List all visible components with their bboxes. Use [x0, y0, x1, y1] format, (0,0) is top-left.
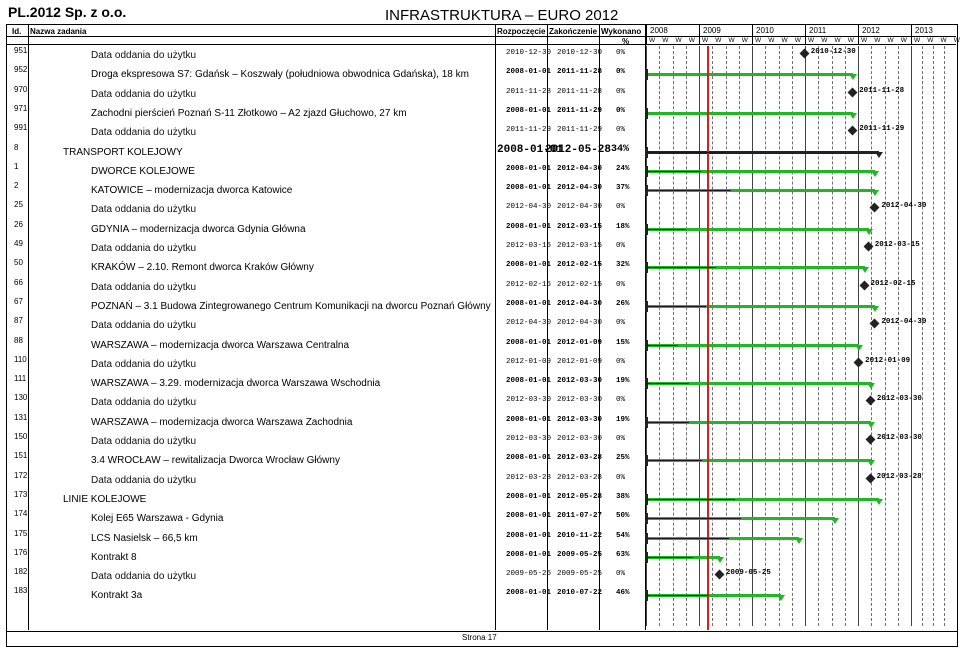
column-separator: [599, 24, 600, 630]
task-end: 2012-01-09: [557, 357, 603, 366]
task-id: 951: [14, 46, 28, 55]
week-label: W: [861, 37, 868, 44]
bar-start-cap: [645, 108, 648, 119]
task-id: 131: [14, 412, 28, 422]
task-start: 2008-01-01: [506, 550, 552, 559]
task-row: [0, 181, 960, 200]
milestone-label: 2011-11-29: [859, 125, 905, 134]
task-row: [0, 278, 960, 297]
year-separator: [646, 24, 647, 44]
week-label: W: [834, 37, 841, 44]
milestone-diamond: [863, 242, 873, 252]
task-id: 971: [14, 103, 28, 113]
task-start: 2012-01-09: [506, 357, 552, 366]
year-separator: [752, 24, 753, 44]
header-rule: [6, 44, 956, 45]
milestone-label: 2012-03-30: [876, 395, 922, 404]
task-start: 2009-05-25: [506, 570, 552, 579]
task-end: 2011-11-29: [557, 106, 603, 115]
task-row: [0, 471, 960, 490]
task-start: 2008-01-01: [506, 68, 552, 77]
task-name: LINIE KOLEJOWE: [63, 493, 147, 505]
progress-fill: [646, 152, 725, 153]
milestone-diamond: [848, 87, 858, 97]
task-row: [0, 548, 960, 567]
year-separator: [805, 24, 806, 44]
milestone-diamond: [848, 126, 858, 136]
task-done: 0%: [616, 49, 626, 57]
milestone-label: 2011-11-28: [859, 86, 905, 95]
milestone-label: 2012-03-15: [874, 241, 920, 249]
task-id: 111: [14, 374, 27, 384]
progress-fill: [646, 345, 678, 346]
task-id: 182: [14, 567, 28, 577]
year-separator: [858, 24, 859, 44]
task-row: [0, 162, 960, 181]
column-separator: [547, 24, 548, 630]
task-row: [0, 529, 960, 548]
task-start: 2008-01-01: [506, 338, 552, 347]
task-end: 2012-04-30: [557, 319, 603, 328]
task-end: 2010-07-22: [557, 589, 603, 598]
task-end: 2010-12-30: [557, 49, 603, 57]
week-label: W: [953, 37, 960, 44]
task-row: [0, 297, 960, 316]
task-done: 34%: [611, 143, 630, 155]
task-name: Zachodni pierścień Poznań S-11 Złotkowo – A2 zjazd Głuchowo, 27 km: [91, 107, 407, 119]
task-start: 2008-01-01: [506, 106, 552, 115]
task-name: Kolej E65 Warszawa - Gdynia: [91, 513, 224, 525]
milestone-label: 2012-03-28: [876, 472, 922, 481]
task-done: 0%: [616, 435, 626, 443]
task-end: 2012-04-30: [557, 203, 603, 212]
week-label: W: [940, 37, 947, 44]
task-id: 150: [14, 432, 28, 441]
task-id: 87: [14, 316, 23, 326]
bar-end-marker: [865, 229, 873, 235]
task-name: Data oddania do użytku: [91, 358, 197, 370]
task-id: 25: [14, 200, 23, 210]
task-name: Data oddania do użytku: [91, 50, 197, 61]
task-done: 38%: [616, 492, 630, 501]
column-separator: [495, 24, 496, 630]
task-id: 66: [14, 277, 23, 287]
task-end: 2012-02-15: [557, 280, 603, 289]
task-start: 2012-03-30: [506, 435, 552, 443]
task-name: KATOWICE – modernizacja dworca Katowice: [91, 185, 293, 197]
week-label: W: [741, 37, 748, 44]
task-row: [0, 143, 960, 162]
task-end: 2012-03-15: [557, 242, 603, 250]
task-row: [0, 490, 960, 509]
milestone-label: 2010-12-30: [810, 48, 856, 56]
col-header-done-unit: %: [622, 37, 630, 46]
task-done: 19%: [616, 377, 630, 386]
column-separator: [28, 24, 29, 630]
task-done: 25%: [616, 454, 630, 463]
week-label: W: [927, 37, 934, 44]
task-row: [0, 220, 960, 239]
task-done: 0%: [616, 68, 626, 77]
task-start: 2011-11-28: [506, 87, 552, 96]
progress-fill: [646, 422, 689, 423]
task-start: 2008-01-01: [506, 454, 552, 463]
week-label: W: [900, 37, 907, 44]
bar-end-marker: [867, 383, 875, 389]
year-label: 2008: [650, 26, 668, 35]
progress-fill: [646, 267, 716, 268]
task-done: 19%: [616, 415, 630, 424]
company-name: PL.2012 Sp. z o.o.: [8, 4, 127, 20]
task-start: 2012-02-15: [506, 280, 552, 289]
task-end: 2012-01-09: [557, 338, 603, 347]
bar-end-marker: [861, 267, 869, 273]
task-bar: [646, 344, 859, 347]
week-label: W: [649, 37, 656, 44]
task-done: 37%: [616, 184, 630, 193]
week-label: W: [914, 37, 921, 44]
task-end: 2011-11-29: [557, 126, 603, 135]
task-name: Droga ekspresowa S7: Gdańsk – Koszwały (południowa obwodnica Gdańska), 18 km: [91, 69, 469, 81]
task-bar: [646, 73, 853, 76]
week-label: W: [728, 37, 735, 44]
col-header-id: Id.: [12, 27, 22, 36]
task-end: 2010-11-22: [557, 531, 603, 540]
task-row: [0, 374, 960, 393]
task-row: [0, 393, 960, 412]
milestone-diamond: [870, 319, 880, 329]
bar-end-marker: [871, 190, 879, 196]
task-done: 0%: [616, 280, 626, 289]
task-done: 0%: [616, 396, 626, 405]
week-label: W: [702, 37, 709, 44]
week-label: W: [781, 37, 788, 44]
task-start: 2008-01-01: [506, 222, 552, 231]
task-row: [0, 316, 960, 335]
task-name: WARSZAWA – modernizacja dworca Warszawa Centralna: [91, 339, 350, 351]
year-label: 2009: [703, 26, 721, 35]
progress-fill: [646, 518, 741, 519]
progress-fill: [646, 557, 693, 558]
task-row: [0, 355, 960, 374]
page-title: INFRASTRUKTURA – EURO 2012: [385, 7, 619, 24]
task-start: 2008-01-01: [506, 589, 552, 598]
task-id: 176: [14, 547, 28, 557]
task-start: 2011-11-29: [506, 126, 552, 135]
milestone-label: 2009-05-25: [725, 569, 771, 578]
task-row: [0, 65, 960, 84]
task-start: 2008-01-01: [497, 143, 564, 156]
task-start: 2012-04-30: [506, 203, 552, 212]
task-done: 0%: [616, 473, 626, 482]
progress-fill: [646, 306, 706, 307]
week-label: W: [887, 37, 894, 44]
task-done: 0%: [616, 203, 626, 212]
task-id: 173: [14, 489, 28, 499]
progress-fill: [646, 460, 702, 461]
task-name: Data oddania do użytku: [91, 127, 197, 139]
task-done: 0%: [616, 106, 626, 115]
week-label: W: [794, 37, 801, 44]
year-label: 2011: [809, 26, 827, 35]
task-start: 2008-01-01: [506, 531, 552, 540]
milestone-diamond: [865, 435, 875, 445]
week-label: W: [662, 37, 669, 44]
task-row: [0, 85, 960, 104]
task-end: 2012-03-15: [557, 222, 603, 231]
col-header-done: Wykonano: [601, 27, 642, 36]
milestone-diamond: [714, 570, 724, 580]
task-done: 0%: [616, 87, 626, 96]
task-id: 26: [14, 219, 23, 229]
task-done: 24%: [616, 164, 630, 173]
task-start: 2008-01-01: [506, 492, 552, 501]
task-id: 970: [14, 84, 28, 94]
task-id: 172: [14, 470, 28, 480]
milestone-diamond: [799, 49, 809, 59]
task-name: Data oddania do użytku: [91, 243, 197, 254]
task-end: 2009-05-25: [557, 570, 603, 579]
task-id: 991: [14, 123, 28, 133]
task-name: Kontrakt 8: [91, 551, 137, 563]
task-done: 0%: [616, 319, 626, 328]
bar-start-cap: [645, 69, 648, 80]
task-done: 0%: [616, 357, 626, 366]
task-id: 2: [14, 181, 19, 191]
task-start: 2012-03-28: [506, 473, 552, 482]
task-name: LCS Nasielsk – 66,5 km: [91, 532, 198, 544]
task-end: 2012-05-28: [557, 492, 603, 501]
task-name: Data oddania do użytku: [91, 436, 197, 447]
task-done: 18%: [616, 222, 630, 231]
task-end: 2012-02-15: [557, 261, 603, 270]
task-start: 2008-01-01: [506, 184, 552, 193]
task-name: Data oddania do użytku: [91, 320, 197, 332]
bar-end-marker: [849, 74, 857, 80]
task-name: 3.4 WROCŁAW – rewitalizacja Dworca Wrocław Główny: [91, 455, 340, 467]
task-end: 2012-03-30: [557, 435, 603, 443]
task-done: 46%: [616, 589, 630, 598]
task-row: [0, 432, 960, 451]
task-row: [0, 46, 960, 65]
task-end: 2012-03-30: [557, 415, 603, 424]
year-separator: [911, 24, 912, 44]
task-done: 50%: [616, 512, 630, 521]
task-id: 130: [14, 393, 28, 403]
task-id: 1: [14, 161, 19, 171]
task-start: 2008-01-01: [506, 164, 552, 173]
milestone-label: 2012-04-30: [881, 202, 927, 211]
task-row: [0, 413, 960, 432]
task-end: 2009-05-25: [557, 550, 603, 559]
col-header-end: Zakończenie: [549, 27, 598, 36]
task-bar: [646, 112, 853, 115]
task-row: [0, 123, 960, 142]
task-row: [0, 586, 960, 605]
task-end: 2012-04-30: [557, 184, 603, 193]
bar-end-marker: [867, 422, 875, 428]
milestone-diamond: [854, 357, 864, 367]
week-label: W: [821, 37, 828, 44]
milestone-label: 2012-03-30: [876, 434, 922, 442]
progress-fill: [646, 171, 701, 172]
milestone-diamond: [870, 203, 880, 213]
year-label: 2012: [862, 26, 880, 35]
task-start: 2010-12-30: [506, 49, 552, 57]
task-name: Data oddania do użytku: [91, 397, 197, 409]
task-start: 2012-03-15: [506, 242, 552, 250]
task-name: Kontrakt 3a: [91, 590, 143, 602]
task-id: 175: [14, 528, 28, 538]
task-name: GDYNIA – modernizacja dworca Gdynia Główna: [91, 223, 306, 235]
task-end: 2011-11-28: [557, 87, 603, 96]
task-name: Data oddania do użytku: [91, 204, 197, 216]
task-end: 2011-11-28: [557, 68, 603, 77]
task-name: DWORCE KOLEJOWE: [91, 165, 195, 177]
progress-fill: [646, 190, 731, 191]
task-done: 63%: [616, 550, 630, 559]
week-label: W: [768, 37, 775, 44]
bar-end-marker: [875, 152, 883, 158]
week-label: W: [808, 37, 815, 44]
bar-end-marker: [716, 557, 724, 563]
task-id: 110: [14, 354, 27, 364]
task-name: WARSZAWA – 3.29. modernizacja dworca Warszawa Wschodnia: [91, 378, 381, 390]
task-end: 2012-04-30: [557, 299, 603, 308]
col-header-start: Rozpoczęcie: [497, 27, 546, 36]
task-id: 50: [14, 258, 23, 268]
progress-fill: [646, 229, 686, 230]
task-name: POZNAŃ – 3.1 Budowa Zintegrowanego Centrum Komunikacji na dworcu Poznań Główny: [91, 300, 491, 312]
milestone-label: 2012-04-30: [881, 318, 927, 327]
task-row: [0, 451, 960, 470]
progress-fill: [646, 499, 735, 500]
task-name: Data oddania do użytku: [91, 281, 197, 293]
week-label: W: [874, 37, 881, 44]
task-end: 2011-07-27: [557, 512, 603, 521]
task-id: 174: [14, 509, 28, 519]
task-row: [0, 336, 960, 355]
status-date-line: [707, 46, 709, 630]
bar-end-marker: [867, 460, 875, 466]
bar-end-marker: [871, 306, 879, 312]
week-label: W: [847, 37, 854, 44]
task-id: 8: [14, 142, 19, 152]
header-rule: [6, 36, 956, 37]
milestone-label: 2012-02-15: [870, 279, 916, 288]
task-start: 2012-03-30: [506, 396, 552, 405]
task-name: TRANSPORT KOLEJOWY: [63, 146, 183, 158]
task-end: 2012-05-28: [545, 143, 612, 156]
progress-fill: [646, 595, 708, 596]
task-done: 26%: [616, 299, 630, 308]
task-done: 54%: [616, 531, 630, 540]
bar-end-marker: [831, 518, 839, 524]
task-end: 2012-03-30: [557, 377, 603, 386]
task-id: 952: [14, 65, 28, 75]
task-end: 2012-03-28: [557, 454, 603, 463]
progress-fill: [646, 538, 729, 539]
progress-fill: [646, 383, 689, 384]
bar-end-marker: [795, 538, 803, 544]
bar-end-marker: [875, 499, 883, 505]
task-id: 183: [14, 586, 28, 596]
task-done: 32%: [616, 261, 630, 270]
task-id: 67: [14, 296, 23, 306]
bar-end-marker: [849, 113, 857, 119]
task-start: 2008-01-01: [506, 299, 552, 308]
task-start: 2008-01-01: [506, 261, 552, 270]
year-separator: [699, 24, 700, 44]
task-done: 0%: [616, 570, 626, 579]
milestone-diamond: [865, 473, 875, 483]
task-done: 0%: [616, 126, 626, 135]
task-row: [0, 200, 960, 219]
task-start: 2012-04-30: [506, 319, 552, 328]
week-label: W: [755, 37, 762, 44]
milestone-diamond: [859, 280, 869, 290]
task-row: [0, 239, 960, 258]
week-label: W: [675, 37, 682, 44]
year-label: 2013: [915, 26, 933, 35]
bar-end-marker: [871, 171, 879, 177]
bar-end-marker: [777, 595, 785, 601]
task-id: 88: [14, 335, 23, 345]
page-number: Strona 17: [462, 633, 497, 642]
col-header-name: Nazwa zadania: [30, 27, 87, 36]
task-name: Data oddania do użytku: [91, 571, 197, 583]
task-start: 2008-01-01: [506, 512, 552, 521]
task-end: 2012-03-30: [557, 396, 603, 405]
task-end: 2012-03-28: [557, 473, 603, 482]
task-row: [0, 509, 960, 528]
task-name: Data oddania do użytku: [91, 474, 197, 486]
task-end: 2012-04-30: [557, 164, 603, 173]
task-start: 2008-01-01: [506, 415, 552, 424]
task-name: Data oddania do użytku: [91, 88, 197, 100]
task-name: WARSZAWA – modernizacja dworca Warszawa Zachodnia: [91, 416, 353, 428]
task-done: 15%: [616, 338, 630, 347]
milestone-diamond: [865, 396, 875, 406]
task-name: KRAKÓW – 2.10. Remont dworca Kraków Główny: [91, 262, 314, 274]
milestone-label: 2012-01-09: [865, 356, 911, 365]
task-start: 2008-01-01: [506, 377, 552, 386]
task-row: [0, 104, 960, 123]
task-row: [0, 567, 960, 586]
bar-end-marker: [855, 345, 863, 351]
week-label: W: [688, 37, 695, 44]
task-id: 49: [14, 239, 23, 248]
year-label: 2010: [756, 26, 774, 35]
task-id: 151: [14, 451, 28, 461]
task-row: [0, 258, 960, 277]
task-done: 0%: [616, 242, 626, 250]
week-label: W: [715, 37, 722, 44]
